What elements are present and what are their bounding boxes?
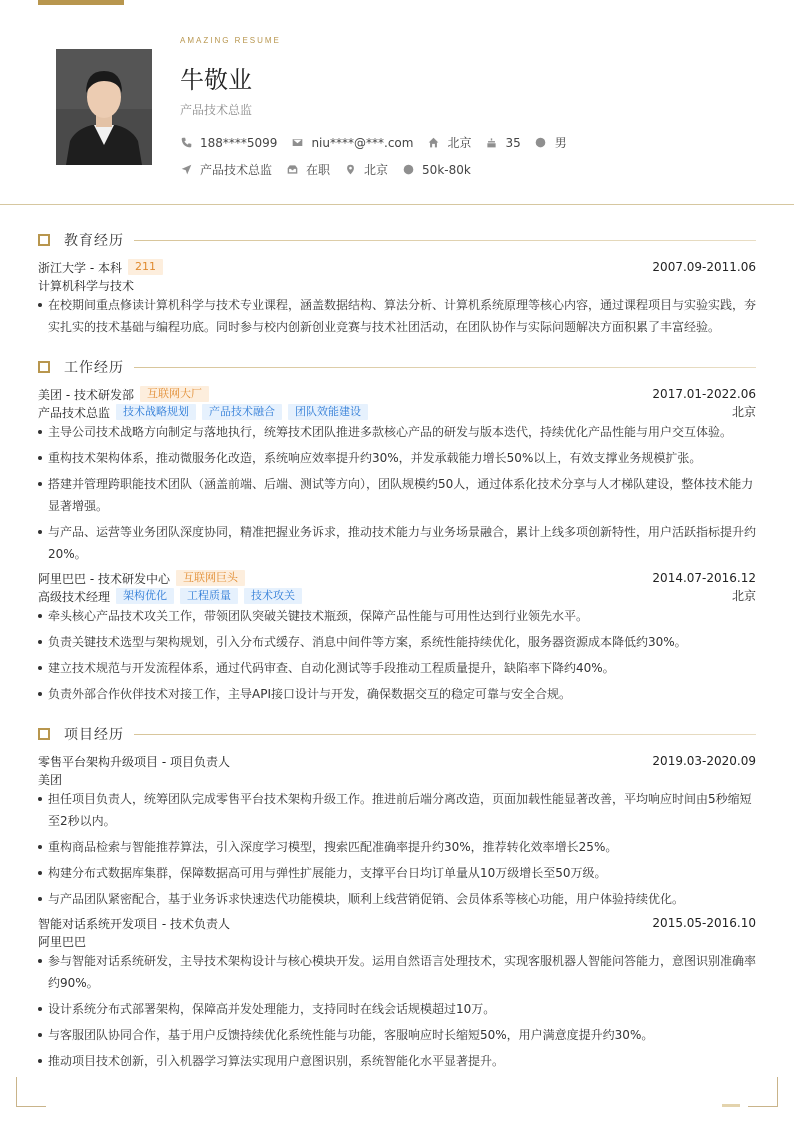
section-rule: [134, 240, 756, 241]
resume-header: [0, 0, 794, 206]
project-date: 2019.03-2020.09: [652, 754, 756, 768]
project-header: [38, 752, 756, 770]
contact-email-text: niu****@***.com: [311, 135, 414, 150]
corner-decoration-right: [748, 1077, 778, 1107]
section-marker-icon: [38, 728, 50, 740]
contact-location: [344, 161, 388, 178]
job-entry: [38, 569, 756, 705]
section-heading: [38, 230, 756, 250]
skill-tag: 技术战略规划: [116, 404, 196, 420]
contact-target-position: [180, 161, 272, 178]
job-header: [38, 569, 756, 587]
list-item: 构建分布式数据库集群，保障数据高可用与弹性扩展能力，支撑平台日均订单量从10万级增长至50万级。: [38, 862, 756, 884]
gender-icon: [535, 137, 547, 149]
skill-tag: 架构优化: [116, 588, 174, 604]
contact-row-primary: [180, 134, 581, 151]
job-location: 北京: [731, 589, 756, 603]
send-icon: [180, 164, 192, 176]
list-item: 主导公司技术战略方向制定与落地执行，统筹技术团队推进多款核心产品的研发与版本迭代，持续优化产品性能与用户交互体验。: [38, 421, 756, 443]
contact-gender-text: 男: [554, 136, 567, 150]
section-marker-icon: [38, 234, 50, 246]
project-entry: [38, 914, 756, 1072]
contact-salary-text: 50k-80k: [422, 162, 471, 177]
projects-section: [38, 724, 756, 1076]
company-tag: 互联网巨头: [176, 570, 245, 586]
list-item: 在校期间重点修读计算机科学与技术专业课程，涵盖数据结构、算法分析、计算机系统原理等核心内容，通过课程项目与实验实践，夯实扎实的技术基础与编程功底。同时参与校内创新创业竞赛与技术社团活动，在团队协作与实际问题解决方面积累了丰富经验。: [38, 294, 756, 338]
list-item: 与产品、运营等业务团队深度协同，精准把握业务诉求，推动技术能力与业务场景融合，累计上线多项创新特性，用户活跃指标提升约20%。: [38, 521, 756, 565]
contact-status: [286, 161, 330, 178]
project-name: 智能对话系统开发项目 - 技术负责人: [38, 916, 230, 931]
project-org-row: [38, 770, 756, 788]
education-bullets: [38, 294, 756, 338]
footer-accent: [722, 1104, 740, 1107]
resume-tagline: AMAZING RESUME: [180, 36, 281, 45]
job-bullets: [38, 421, 756, 565]
project-org: 美团: [38, 772, 63, 787]
list-item: 负责关键技术选型与架构规划，引入分布式缓存、消息中间件等方案，系统性能持续优化，服务器资源成本降低约30%。: [38, 631, 756, 653]
location-icon: [344, 164, 356, 176]
candidate-title: 产品技术总监: [180, 103, 253, 117]
list-item: 负责外部合作伙伴技术对接工作，主导API接口设计与开发，确保数据交互的稳定可靠与安全合规。: [38, 683, 756, 705]
money-icon: [402, 164, 414, 176]
header-divider: [0, 204, 794, 205]
job-position-row: [38, 587, 756, 605]
profile-photo: [56, 49, 152, 165]
corner-decoration-left: [16, 1077, 46, 1107]
section-title: 工作经历: [64, 360, 124, 376]
mail-icon: [291, 137, 303, 149]
list-item: 牵头核心产品技术攻关工作，带领团队突破关键技术瓶颈，保障产品性能与可用性达到行业领先水平。: [38, 605, 756, 627]
project-header: [38, 914, 756, 932]
inbox-icon: [286, 164, 298, 176]
section-heading: [38, 357, 756, 377]
job-position-row: [38, 403, 756, 421]
list-item: 推动项目技术创新，引入机器学习算法实现用户意图识别，系统智能化水平显著提升。: [38, 1050, 756, 1072]
candidate-name: 牛敬业: [180, 66, 252, 94]
cake-icon: [485, 137, 497, 149]
contact-phone: [180, 136, 277, 150]
skill-tag: 工程质量: [180, 588, 238, 604]
contact-row-secondary: [180, 161, 485, 178]
project-entry: [38, 752, 756, 910]
section-heading: [38, 724, 756, 744]
education-major: [38, 276, 756, 294]
contact-home: [427, 134, 471, 151]
list-item: 担任项目负责人，统筹团队完成零售平台技术架构升级工作。推进前后端分离改造，页面加载性能显著改善，平均响应时间由5秒缩短至2秒以内。: [38, 788, 756, 832]
list-item: 重构商品检索与智能推荐算法，引入深度学习模型，搜索匹配准确率提升约30%，推荐转化效率增长25%。: [38, 836, 756, 858]
contact-status-text: 在职: [306, 163, 331, 177]
job-header: [38, 385, 756, 403]
contact-email: [291, 136, 413, 150]
project-bullets: [38, 788, 756, 910]
phone-icon: [180, 137, 192, 149]
job-position: 产品技术总监: [38, 405, 111, 420]
project-bullets: [38, 950, 756, 1072]
contact-age-text: 35: [505, 135, 521, 150]
section-title: 项目经历: [64, 727, 124, 743]
education-date: 2007.09-2011.06: [652, 260, 756, 274]
list-item: 建立技术规范与开发流程体系，通过代码审查、自动化测试等手段推动工程质量提升，缺陷率下降约40%。: [38, 657, 756, 679]
project-date: 2015.05-2016.10: [652, 916, 756, 930]
contact-location-text: 北京: [364, 163, 389, 177]
project-org: 阿里巴巴: [38, 934, 87, 949]
company-name: 阿里巴巴 - 技术研发中心: [38, 571, 170, 586]
contact-target-position-text: 产品技术总监: [200, 163, 273, 177]
company-tag: 互联网大厂: [140, 386, 209, 402]
job-entry: [38, 385, 756, 565]
education-entry-header: [38, 258, 756, 276]
major-name: 计算机科学与技术: [38, 278, 135, 293]
job-position: 高级技术经理: [38, 589, 111, 604]
section-rule: [134, 367, 756, 368]
job-date: 2017.01-2022.06: [652, 387, 756, 401]
skill-tag: 产品技术融合: [202, 404, 282, 420]
section-marker-icon: [38, 361, 50, 373]
list-item: 与客服团队协同合作，基于用户反馈持续优化系统性能与功能，客服响应时长缩短50%，用户满意度提升约30%。: [38, 1024, 756, 1046]
job-bullets: [38, 605, 756, 705]
job-location: 北京: [731, 405, 756, 419]
section-rule: [134, 734, 756, 735]
contact-age: [485, 136, 520, 150]
section-title: 教育经历: [64, 233, 124, 249]
company-name: 美团 - 技术研发部: [38, 387, 134, 402]
list-item: 设计系统分布式部署架构，保障高并发处理能力，支持同时在线会话规模超过10万。: [38, 998, 756, 1020]
project-name: 零售平台架构升级项目 - 项目负责人: [38, 754, 230, 769]
education-section: [38, 230, 756, 342]
contact-home-text: 北京: [447, 136, 472, 150]
list-item: 参与智能对话系统研发，主导技术架构设计与核心模块开发。运用自然语言处理技术，实现客服机器人智能问答能力，意图识别准确率约90%。: [38, 950, 756, 994]
school-tag: 211: [128, 259, 163, 275]
school-name: 浙江大学 - 本科: [38, 260, 122, 275]
contact-salary: [402, 163, 471, 177]
contact-phone-text: 188****5099: [200, 135, 278, 150]
work-section: [38, 357, 756, 709]
job-date: 2014.07-2016.12: [652, 571, 756, 585]
project-org-row: [38, 932, 756, 950]
list-item: 搭建并管理跨职能技术团队（涵盖前端、后端、测试等方向），团队规模约50人，通过体系化技术分享与人才梯队建设，整体技术能力显著增强。: [38, 473, 756, 517]
skill-tag: 技术攻关: [244, 588, 302, 604]
list-item: 与产品团队紧密配合，基于业务诉求快速迭代功能模块，顺利上线营销促销、会员体系等核心功能，用户体验持续优化。: [38, 888, 756, 910]
skill-tag: 团队效能建设: [288, 404, 368, 420]
list-item: 重构技术架构体系，推动微服务化改造，系统响应效率提升约30%，并发承载能力增长50%以上，有效支撑业务规模扩张。: [38, 447, 756, 469]
contact-gender: [535, 134, 567, 151]
home-icon: [427, 137, 439, 149]
